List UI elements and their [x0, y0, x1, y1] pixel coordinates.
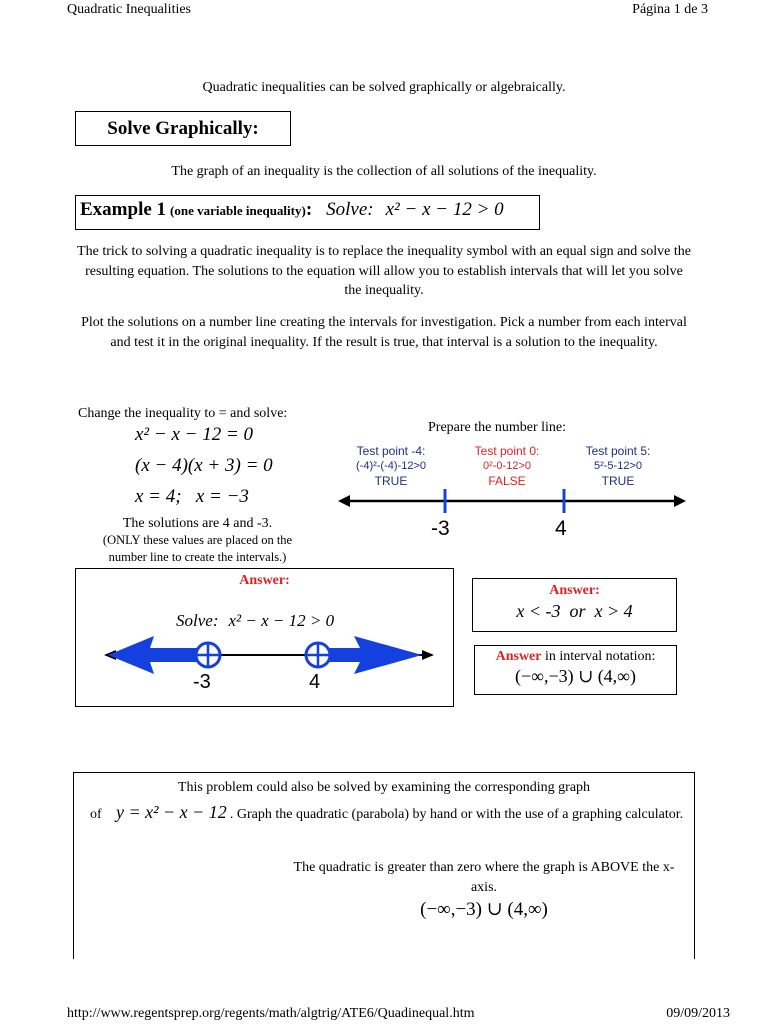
example-box: Example 1 (one variable inequality): Solve: x² − x − 12 > 0	[75, 195, 540, 230]
equation-1: x² − x − 12 = 0	[135, 424, 254, 445]
test-point-middle	[455, 444, 559, 489]
plot-paragraph: Plot the solutions on a number line creating the intervals for investigation. Pick a number from each interval and test it in the original inequality. If the result is true, that interval is a solution to the inequality.	[81, 315, 687, 350]
graph-method-line3: The quadratic is greater than zero where the graph is ABOVE the x-axis.	[293, 860, 675, 895]
section-title: Solve Graphically:	[107, 118, 259, 139]
nl-label-4: 4	[555, 517, 567, 540]
answer-interval-rest: in interval notation:	[541, 649, 656, 664]
graph-method-of: of	[90, 807, 102, 822]
solutions-text: The solutions are 4 and -3.	[122, 516, 273, 531]
test-result-2: FALSE	[488, 474, 526, 488]
example-colon: :	[305, 199, 313, 220]
answer-label-4: 4	[309, 671, 321, 693]
answer-interval-value: (−∞,−3) ∪ (4,∞)	[514, 666, 637, 686]
number-line	[338, 486, 688, 516]
trick-paragraph: The trick to solving a quadratic inequality is to replace the inequality symbol with an equal sign and solve the resulting equation. The solutions to the equation will allow you to establish intervals that will let you solve the inequality.	[77, 244, 691, 298]
example-label: Example 1	[80, 199, 167, 220]
answer-interval-title: Answer	[495, 649, 542, 664]
graph-method-box	[73, 772, 695, 959]
doc-title: Quadratic Inequalities	[67, 2, 192, 17]
test-head-1: Test point -4:	[356, 444, 426, 458]
test-result-3: TRUE	[601, 474, 635, 488]
graph-method-equation: y = x² − x − 12	[116, 802, 227, 822]
test-work-1: (-4)²-(-4)-12>0	[356, 460, 426, 472]
graph-method-line2: . Graph the quadratic (parabola) by hand or with the use of a graphing calculator.	[229, 807, 684, 822]
definition-text: The graph of an inequality is the collection of all solutions of the inequality.	[171, 164, 597, 179]
nl-label-minus-3: -3	[431, 517, 450, 540]
only-note: (ONLY these values are placed on the number line to create the intervals.)	[102, 533, 293, 564]
example-solve-word: Solve	[326, 199, 368, 220]
graph-method-interval: (−∞,−3) ∪ (4,∞)	[420, 899, 548, 920]
test-point-right	[566, 444, 670, 489]
footer-url[interactable]: http://www.regentsprep.org/regents/math/algtrig/ATE6/Quadinequal.htm	[67, 1006, 475, 1021]
test-head-2: Test point 0:	[474, 444, 540, 458]
answer-inequality-title: Answer:	[549, 583, 600, 598]
example-expression: x² − x − 12 > 0	[385, 199, 504, 220]
equation-2: (x − 4)(x + 3) = 0	[135, 455, 273, 476]
example-subtitle: (one variable inequality)	[170, 203, 306, 218]
answer-interval-box	[474, 645, 677, 695]
solution-number-line	[104, 633, 434, 677]
equation-3: x = 4; x = −3	[135, 486, 249, 507]
answer-expression: x² − x − 12 > 0	[228, 611, 335, 630]
answer-inequality-box	[472, 578, 677, 632]
test-work-3: 5²-5-12>0	[593, 460, 642, 472]
section-title-box	[75, 111, 291, 146]
footer-date: 09/09/2013	[666, 1006, 730, 1021]
page-number: Página 1 de 3	[632, 2, 708, 17]
left-shaded-ray	[108, 636, 208, 674]
answer-graph-box: Answer: Solve: x² − x − 12 > 0 -3 4	[75, 568, 454, 707]
answer-solve-word: Solve	[176, 611, 213, 630]
test-point-left	[333, 444, 449, 489]
answer-label-minus-3: -3	[193, 671, 211, 693]
test-work-2: 0²-0-12>0	[482, 460, 531, 472]
graph-method-line1: This problem could also be solved by examining the corresponding graph	[177, 780, 591, 795]
test-head-3: Test point 5:	[585, 444, 651, 458]
prepare-label: Prepare the number line:	[428, 420, 567, 435]
change-label: Change the inequality to = and solve:	[78, 406, 288, 421]
intro-text: Quadratic inequalities can be solved graphically or algebraically.	[202, 80, 566, 95]
test-result-1: TRUE	[374, 474, 408, 488]
answer-inequality-text: x < -3 or x > 4	[516, 601, 633, 621]
answer-graph-title: Answer:	[239, 573, 290, 588]
